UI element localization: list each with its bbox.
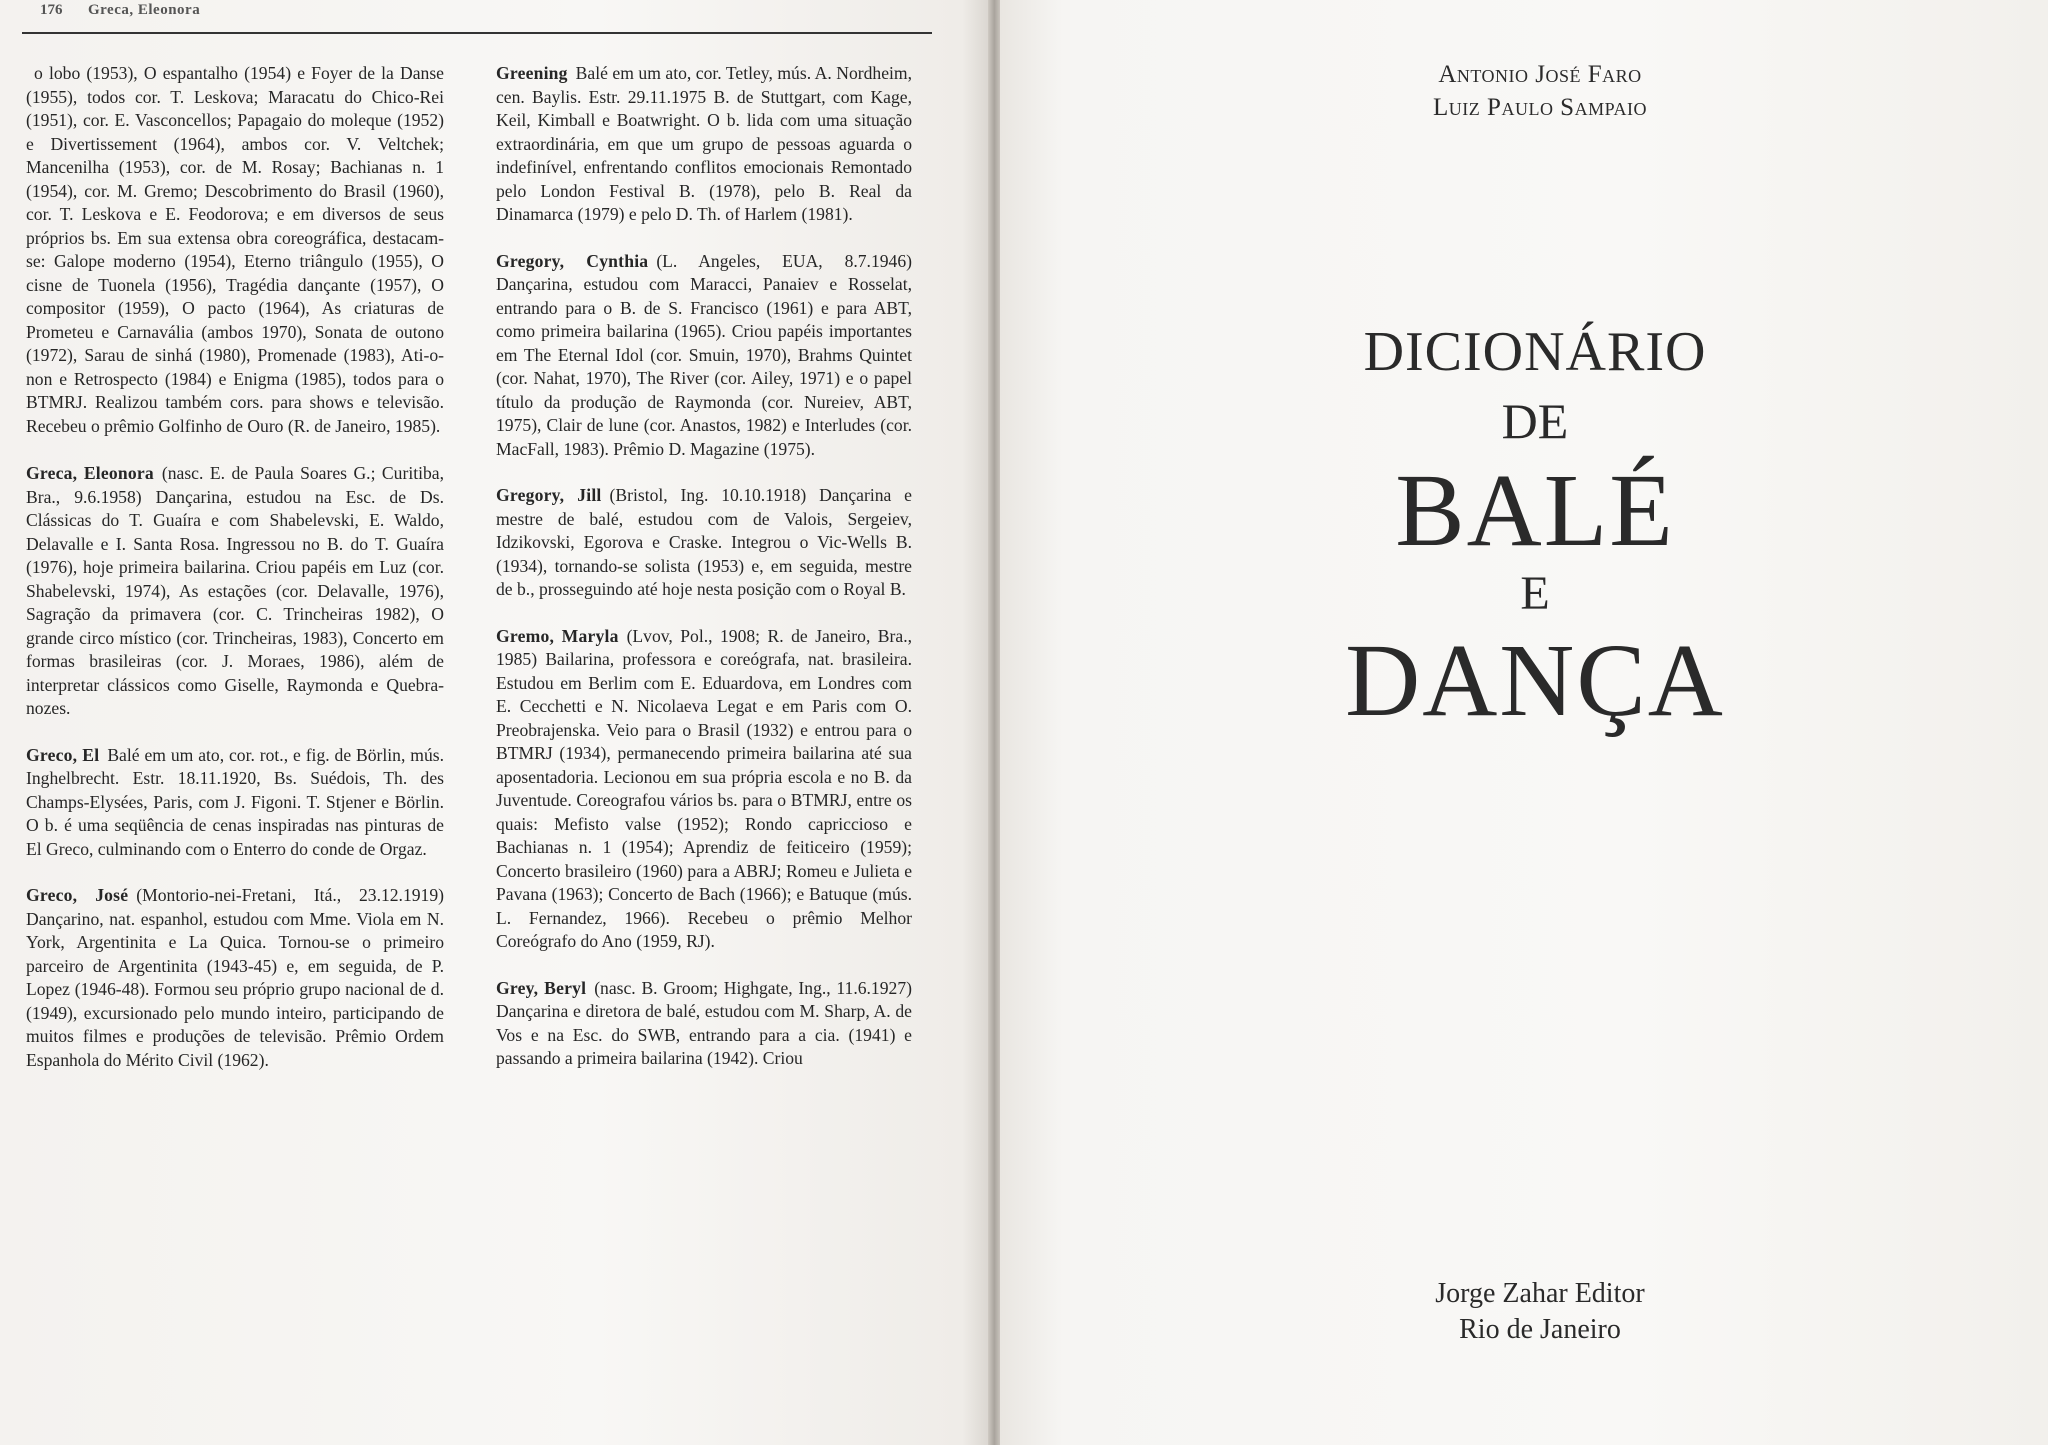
dictionary-entry [496, 625, 912, 954]
book-title [1290, 318, 1780, 740]
dictionary-entry [496, 484, 912, 602]
entry-headword: Gregory, Cynthia [496, 250, 649, 271]
entry-text: o lobo (1953), O espantalho (1954) e Foyer de la Danse (1955), todos cor. T. Leskova; Maracatu do Chico-Rei (1951), cor. E. Vasconcellos; Papagaio do moleque (1952) e Divertissement (1964), ambos cor. V. Veltchek; Mancenilha (1953), cor. de M. Rosay; Bachianas n. 1 (1954), cor. M. Gremo; Descobrimento do Brasil (1960), cor. T. Leskova e E. Feodorova; e em diversos de seus próprios bs. Em sua extensa obra coreográfica, destacam-se: Galope moderno (1954), Eterno triângulo (1955), O cisne de Tuonela (1956), Tragédia dançante (1957), O compositor (1959), O pacto (1964), As criaturas de Prometeu e Carnavália (ambos 1970), Sonata de outono (1972), Sarau de sinhá (1980), Promenade (1983), Ati-o-non e Retrospecto (1984) e Enigma (1985), todos para o BTMRJ. Realizou também cors. para shows e televisão. Recebeu o prêmio Golfinho de Ouro (R. de Janeiro, 1985). [26, 63, 444, 436]
dictionary-entry [496, 250, 912, 462]
dictionary-column-2 [496, 62, 912, 1094]
entry-text: (Montorio-nei-Fretani, Itá., 23.12.1919) Dançarino, nat. espanhol, estudou com Mme. Viola em N. York, Argentinita e La Quica. Tornou-se o primeiro parceiro de Argentinita (1943-45) e, em seguida, de P. Lopez (1946-48). Formou seu próprio grupo nacional de d. (1949), excursionado pelo mundo inteiro, participando de muitos filmes e produções de televisão. Prêmio Ordem Espanhola do Mérito Civil (1962). [26, 885, 445, 1070]
dictionary-entry [496, 62, 912, 227]
entry-text: (nasc. E. de Paula Soares G.; Curitiba, Bra., 9.6.1958) Dançarina, estudou na Esc. de Ds. Clássicas do T. Guaíra e com Shabelevski, E. Waldo, Delavalle e I. Santa Rosa. Ingressou no B. do T. Guaíra (1976), hoje primeira bailarina. Criou papéis em Luz (cor. Shabelevski, 1974), As estações (cor. Delavalle, 1976), Sagração da primavera (cor. C. Trincheiras 1982), O grande circo místico (cor. Trincheiras, 1983), Concerto em formas brasileiras (cor. J. Moraes, 1986), além de interpretar clássicos como Giselle, Raymonda e Quebra-nozes. [26, 463, 444, 718]
running-head [22, 0, 932, 34]
title-line: DICIONÁRIO [1363, 321, 1707, 383]
entry-text: (Bristol, Ing. 10.10.1918) Dançarina e mestre de balé, estudou com de Valois, Sergeiev, Idzikovski, Egorova e Craske. Integrou o Vic-Wells B. (1934), tornando-se solista (1953) e, em seguida, mestre de b., prosseguindo até hoje nesta posição com o Royal B. [496, 485, 912, 599]
page-number: 176 [40, 2, 63, 18]
dictionary-entry [26, 462, 444, 721]
publisher-city: Rio de Janeiro [1459, 1314, 1621, 1345]
dictionary-entry [26, 744, 444, 862]
title-line: E [1520, 567, 1550, 620]
running-head-title: Greca, Eleonora [88, 2, 201, 18]
left-page [0, 0, 992, 1445]
entry-text: (Lvov, Pol., 1908; R. de Janeiro, Bra., 1985) Bailarina, professora e coreógrafa, nat. brasileira. Estudou em Berlim com E. Eduardova, em Londres com E. Cecchetti e N. Nicolaeva Legat e em Paris com O. Preobrajenska. Veio para o Brasil (1932) e entrou para o BTMRJ (1934), permanecendo primeira bailarina até sua aposentadoria. Lecionou em sua própria escola e no B. da Juventude. Coreografou vários bs. para o BTMRJ, entre os quais: Mefisto valse (1952); Rondo capriccioso e Bachianas n. 1 (1954); Aprendiz de feiticeiro (1959); Concerto brasileiro (1960) para a ABRJ; Romeu e Julieta e Pavana (1963); Concerto de Bach (1966); e Batuque (mús. L. Fernandez, 1966). Recebeu o prêmio Melhor Coreógrafo do Ano (1959, RJ). [496, 625, 912, 951]
title-line: DANÇA [1345, 623, 1725, 738]
entry-headword: Greco, José [26, 885, 129, 905]
publisher-imprint [1340, 1276, 1740, 1348]
entry-text: Balé em um ato, cor. Tetley, mús. A. Nordheim, cen. Baylis. Estr. 29.11.1975 B. de Stuttgart, com Kage, Keil, Kimball e Boatwright. O b. lida com uma situação extraordinária, em que um grupo de pessoas aguarda o indefinível, enfrentando conflitos emocionais Remontado pelo London Festival B. (1978), pelo B. Real da Dinamarca (1979) e pelo D. Th. of Harlem (1981). [496, 63, 912, 224]
entry-headword: Grey, Beryl [496, 977, 587, 998]
dictionary-entry [496, 977, 912, 1071]
entry-headword: Gregory, Jill [496, 485, 602, 505]
dictionary-entry [26, 884, 444, 1072]
publisher-name: Jorge Zahar Editor [1435, 1278, 1645, 1309]
entry-headword: Greca, Eleonora [26, 463, 154, 483]
entry-headword: Gremo, Maryla [496, 625, 619, 646]
entry-text: (L. Angeles, EUA, 8.7.1946) Dançarina, estudou com Maracci, Panaiev e Rosselat, entrando para o B. de S. Francisco (1961) e para ABT, como primeira bailarina (1965). Criou papéis importantes em The Eternal Idol (cor. Smuin, 1970), Brahms Quintet (cor. Nahat, 1970), The River (cor. Ailey, 1971) e o papel título da produção de Raymonda (cor. Nureiev, ABT, 1975), Clair de lune (cor. Anastos, 1982) e Interludes (cor. MacFall, 1983). Prêmio D. Magazine (1975). [496, 250, 913, 459]
title-line: BALÉ [1395, 453, 1675, 568]
entry-text: Balé em um ato, cor. rot., e fig. de Börlin, mús. Inghelbrecht. Estr. 18.11.1920, Bs. Suédois, Th. des Champs-Elysées, Paris, com J. Figoni. T. Stjener e Börlin. O b. é uma seqüência de cenas inspiradas nas pinturas de El Greco, culminando com o Enterro do conde de Orgaz. [26, 744, 444, 859]
dictionary-column-1 [26, 62, 444, 1095]
dictionary-entry [26, 62, 444, 438]
author-name: Luiz Paulo Sampaio [1433, 94, 1647, 121]
entry-headword: Greening [496, 63, 568, 83]
entry-headword: Greco, El [26, 744, 100, 765]
author-list [1340, 58, 1740, 124]
author-name: Antonio José Faro [1438, 61, 1642, 88]
title-line: DE [1501, 393, 1569, 449]
entry-text: (nasc. B. Groom; Highgate, Ing., 11.6.1927) Dançarina e diretora de balé, estudou com M. Sharp, A. de Vos e na Esc. do SWB, entrando para a cia. (1941) e passando a primeira bailarina (1942). Criou [496, 977, 912, 1068]
